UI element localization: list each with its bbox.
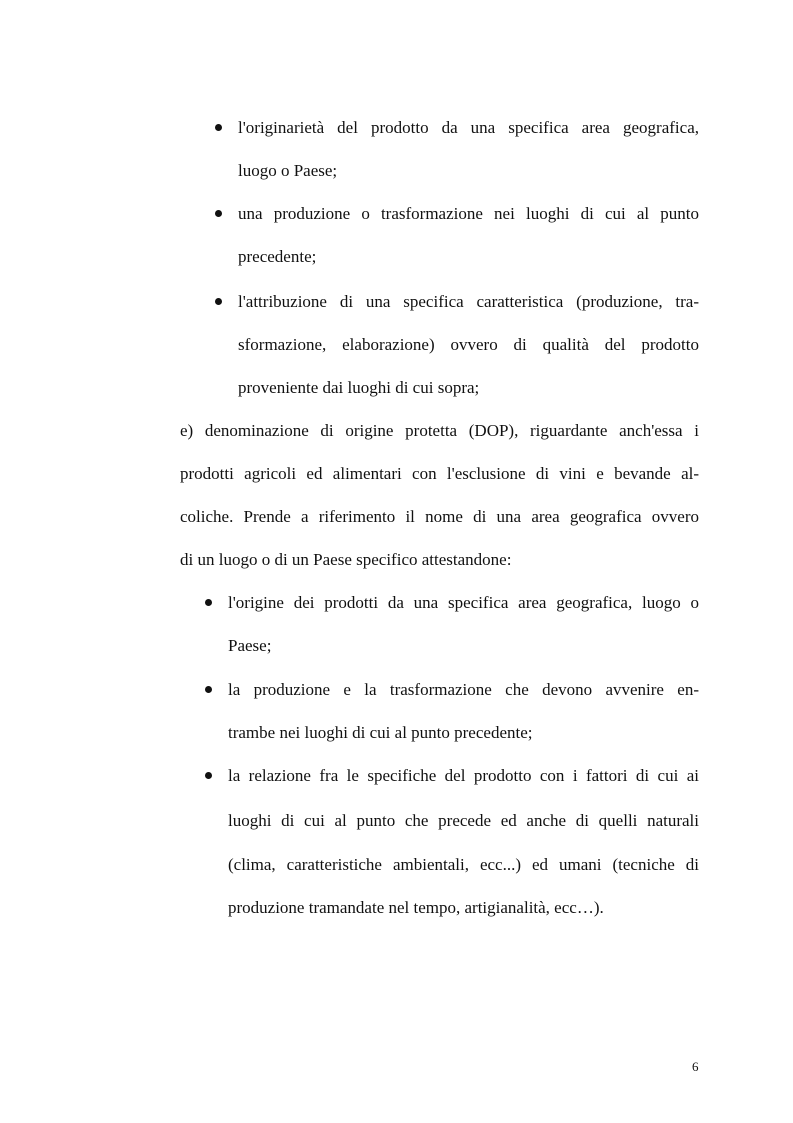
paragraph-line: e) denominazione di origine protetta (DOP), riguardante anch'essa i	[180, 421, 699, 440]
list-item-line: la relazione fra le specifiche del prodotto con i fattori di cui ai	[228, 766, 699, 785]
bullet-icon	[215, 124, 222, 131]
bullet-icon	[205, 599, 212, 606]
paragraph-line: di un luogo o di un Paese specifico attestandone:	[180, 550, 512, 569]
list-item-line: una produzione o trasformazione nei luoghi di cui al punto	[238, 204, 699, 223]
list-item-line: Paese;	[228, 636, 272, 655]
list-item-line: luogo o Paese;	[238, 161, 338, 180]
list-item-line: l'attribuzione di una specifica caratteristica (produzione, tra-	[238, 292, 699, 311]
list-item-line: sformazione, elaborazione) ovvero di qualità del prodotto	[238, 335, 699, 354]
list-item-line: la produzione e la trasformazione che devono avvenire en-	[228, 680, 699, 699]
list-item-line: l'origine dei prodotti da una specifica area geografica, luogo o	[228, 593, 699, 612]
list-item-line: precedente;	[238, 247, 317, 266]
list-item-line: produzione tramandate nel tempo, artigianalità, ecc…).	[228, 898, 604, 917]
list-item-line: luoghi di cui al punto che precede ed anche di quelli naturali	[228, 811, 699, 830]
page-number: 6	[692, 1059, 699, 1074]
list-item-line: l'originarietà del prodotto da una specifica area geografica,	[238, 118, 699, 137]
list-item-line: proveniente dai luoghi di cui sopra;	[238, 378, 480, 397]
bullet-icon	[205, 686, 212, 693]
bullet-icon	[215, 298, 222, 305]
paragraph-line: coliche. Prende a riferimento il nome di una area geografica ovvero	[180, 507, 699, 526]
bullet-icon	[215, 210, 222, 217]
paragraph-line: prodotti agricoli ed alimentari con l'esclusione di vini e bevande al-	[180, 464, 699, 483]
list-item-line: trambe nei luoghi di cui al punto precedente;	[228, 723, 533, 742]
bullet-icon	[205, 772, 212, 779]
list-item-line: (clima, caratteristiche ambientali, ecc...) ed umani (tecniche di	[228, 855, 699, 874]
